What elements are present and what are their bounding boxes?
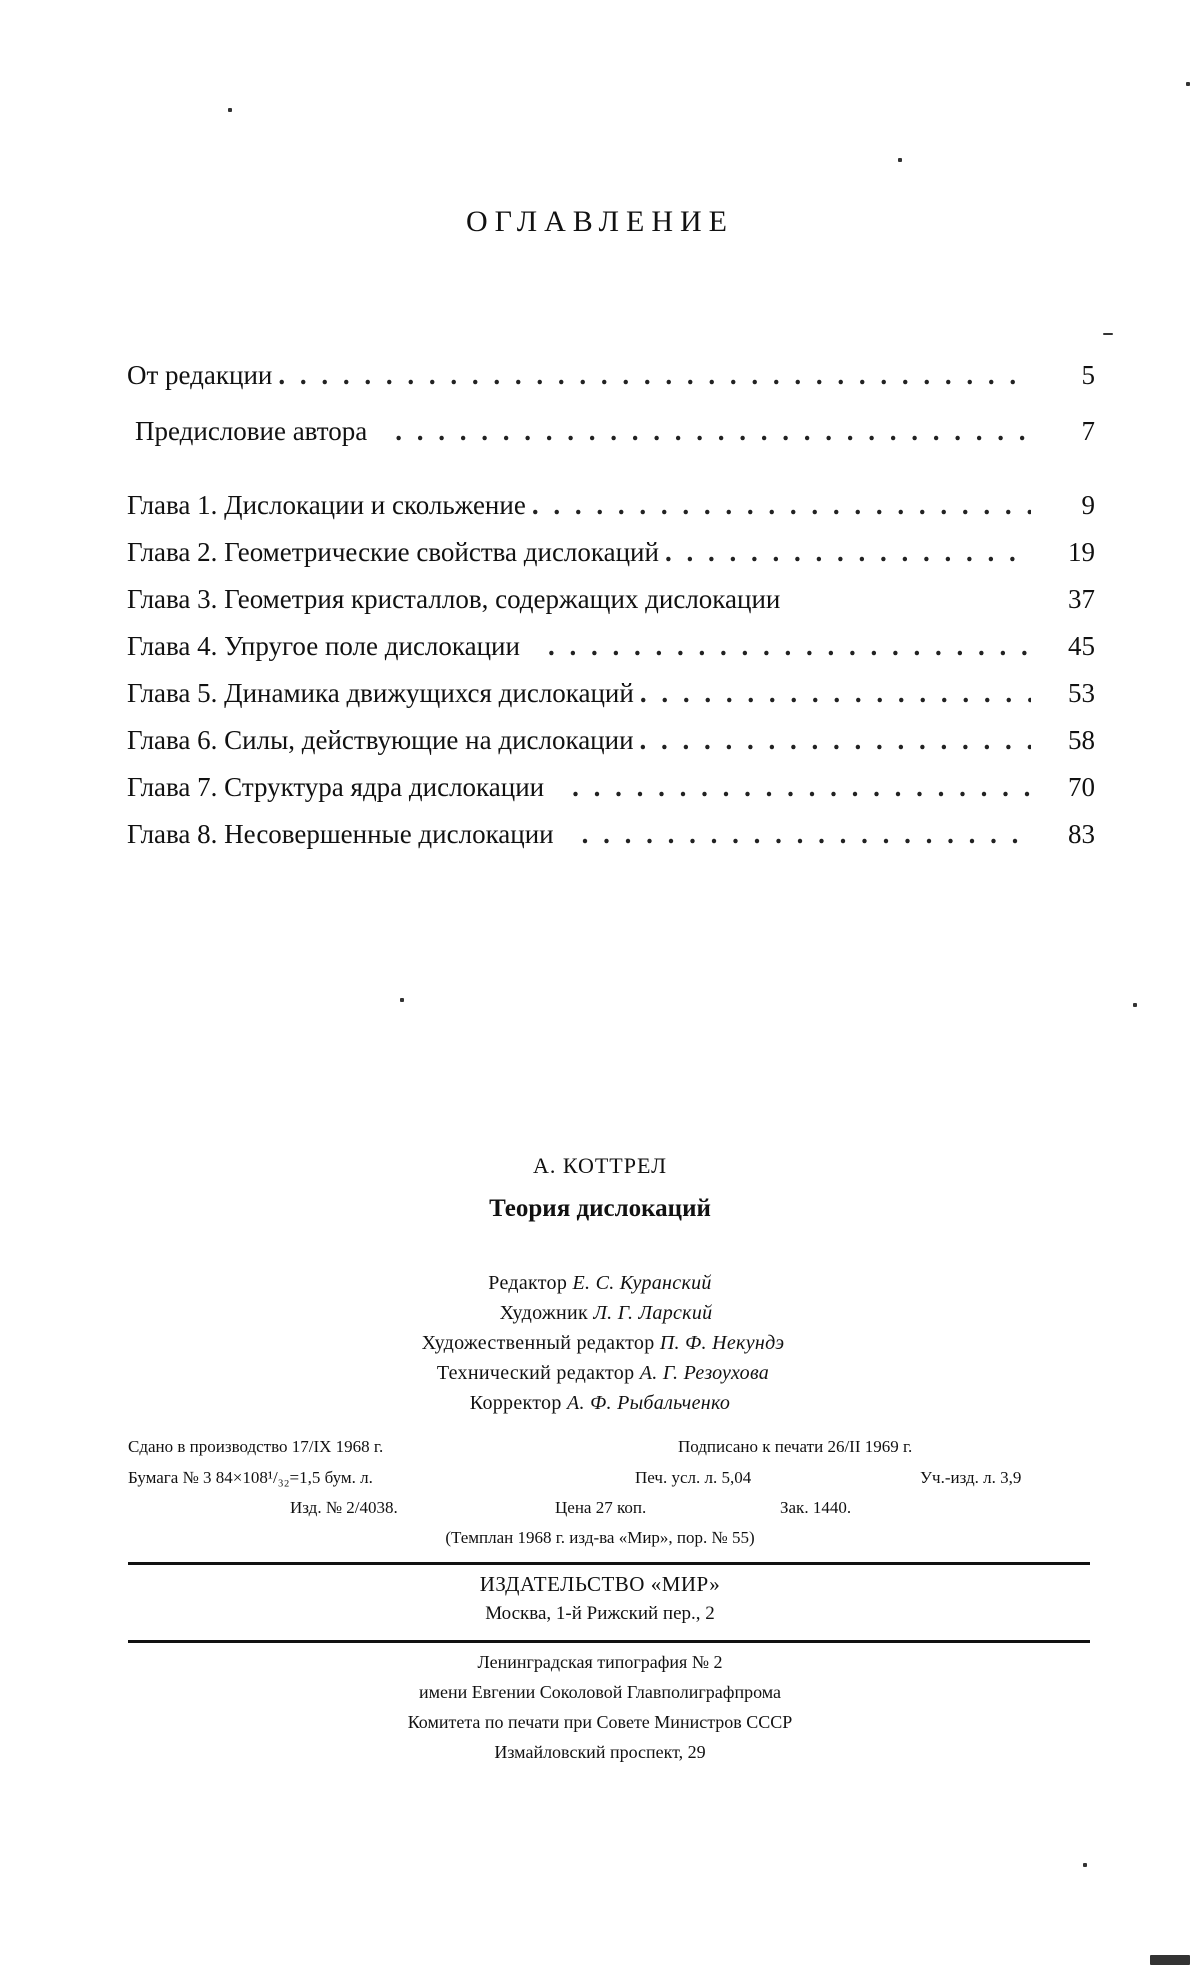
toc-entry-page: 45 [1068,631,1095,661]
credit-role: Художественный редактор [421,1332,655,1354]
toc-entry-label: Глава 8. Несовершенные дислокации [127,819,554,849]
leader-dots [395,416,1031,447]
toc-entry-label: Глава 1. Дислокации и скольжение [127,490,526,520]
production-submitted: Сдано в производство 17/IX 1968 г. [128,1437,384,1456]
toc-entry-page: 9 [1081,490,1095,520]
scan-speck [228,108,232,112]
publisher-address: Москва, 1-й Рижский пер., 2 [485,1603,715,1624]
toc-entry-label: Глава 7. Структура ядра дислокации [127,772,545,802]
printer-line-2: имени Евгении Соколовой Главполиграфпрома [418,1682,781,1702]
leader-dots [640,725,1031,756]
scan-speck [1133,1003,1137,1007]
production-price: Цена 27 коп. [555,1498,647,1517]
scan-speck [1103,333,1113,335]
production-plan: (Темплан 1968 г. изд-ва «Мир», пор. № 55) [445,1528,755,1547]
toc-entry-chapter-6 [127,725,1095,765]
toc-entry-label: Глава 4. Упругое поле дислокации [127,631,520,661]
toc-entry-chapter-4 [127,631,1095,671]
toc-entry-label: Глава 3. Геометрия кристаллов, содержащих дислокации [127,584,781,614]
colophon-title: Теория дислокаций [489,1195,711,1222]
production-paper: Бумага № 3 84×108¹/₃₂=1,5 бум. л. [128,1468,373,1487]
toc-heading: ОГЛАВЛЕНИЕ [466,205,734,238]
production-print-sheets: Печ. усл. л. 5,04 [635,1468,752,1487]
leader-dots [640,678,1031,709]
credit-name: Е. С. Куранский [572,1272,712,1294]
production-edit-sheets: Уч.-изд. л. 3,9 [920,1468,1022,1487]
printer-line-4: Измайловский проспект, 29 [494,1742,706,1762]
toc-entry-page: 19 [1068,537,1095,567]
toc-entry-page: 53 [1068,678,1095,708]
credit-editor [0,1272,1200,1295]
toc-entry-label: Предисловие автора [135,416,368,446]
toc-entry-chapter-1 [127,490,1095,530]
credit-name: П. Ф. Некундэ [659,1332,785,1354]
leader-dots [532,490,1031,521]
credit-art-editor [6,1332,1200,1355]
toc-entry-chapter-7 [127,772,1095,812]
production-signed: Подписано к печати 26/II 1969 г. [678,1437,913,1456]
publisher-name: ИЗДАТЕЛЬСТВО «МИР» [479,1572,721,1596]
credit-role: Редактор [488,1272,568,1294]
toc-entry-chapter-8 [127,819,1095,859]
scan-speck [1186,82,1190,86]
scan-speck [1083,1863,1087,1867]
scan-speck [1150,1955,1190,1965]
toc-entry-label: От редакции [127,360,273,390]
toc-entry-chapter-2 [127,537,1095,577]
divider-rule [128,1562,1090,1565]
credit-proofreader [0,1392,1200,1415]
toc-entry-page: 7 [1081,416,1095,446]
leader-dots [582,819,1031,850]
toc-entry-page: 70 [1068,772,1095,802]
toc-entry-front-2 [135,416,1095,456]
toc-entry-label: Глава 6. Силы, действующие на дислокации [127,725,634,755]
credit-name: А. Ф. Рыбальченко [566,1392,731,1414]
toc-entry-chapter-3 [127,584,1095,624]
toc-entry-front-1 [127,360,1095,400]
toc-entry-page: 58 [1068,725,1095,755]
credit-role: Корректор [469,1392,562,1414]
credit-role: Художник [499,1302,589,1324]
printer-line-1: Ленинградская типография № 2 [477,1652,723,1672]
credit-role: Технический редактор [436,1362,635,1384]
credit-artist [12,1302,1200,1325]
toc-entry-chapter-5 [127,678,1095,718]
credit-name: А. Г. Резоухова [639,1362,770,1384]
toc-entry-label: Глава 5. Динамика движущихся дислокаций [127,678,634,708]
leader-dots [278,360,1031,391]
scan-speck [898,158,902,162]
credit-name: Л. Г. Ларский [593,1302,713,1324]
toc-entry-label: Глава 2. Геометрические свойства дислокаций [127,537,659,567]
production-order: Зак. 1440. [780,1498,852,1517]
production-edition-number: Изд. № 2/4038. [290,1498,398,1517]
leader-dots [548,631,1031,662]
leader-dots [665,537,1031,568]
scan-speck [400,998,404,1002]
credit-tech-editor [6,1362,1200,1385]
toc-entry-page: 37 [1068,584,1095,614]
toc-entry-page: 83 [1068,819,1095,849]
leader-dots [572,772,1031,803]
divider-rule [128,1640,1090,1643]
toc-entry-page: 5 [1081,360,1095,390]
colophon-author: А. КОТТРЕЛ [532,1153,668,1178]
printer-line-3: Комитета по печати при Совете Министров СССР [407,1712,793,1732]
